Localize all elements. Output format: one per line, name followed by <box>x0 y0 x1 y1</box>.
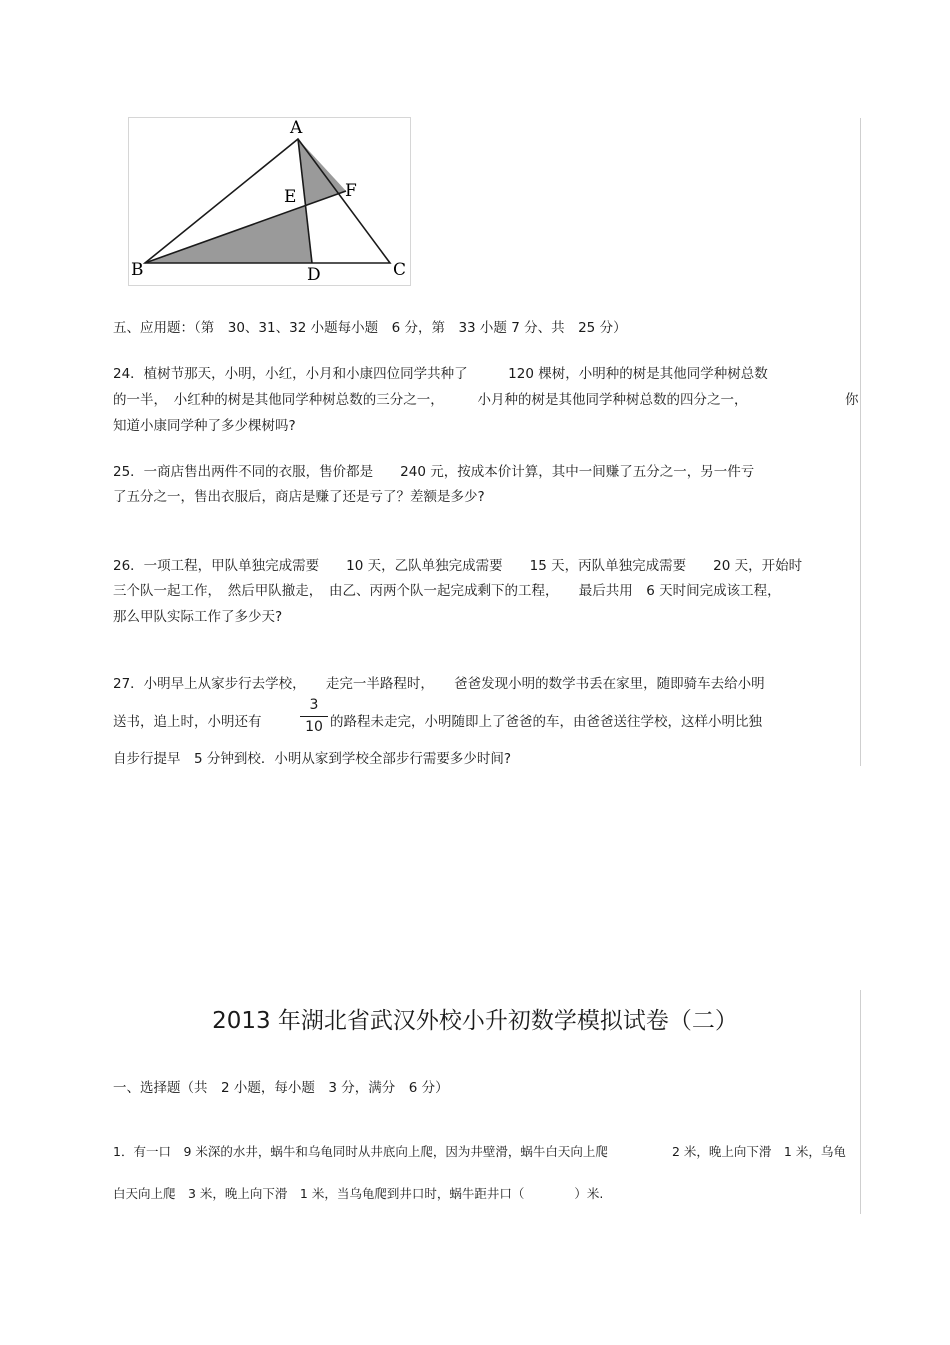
q27-line-3: 自步行提早 5 分钟到校．小明从家到学校全部步行需要多少时间? <box>113 751 512 767</box>
fraction-denominator: 10 <box>305 719 323 735</box>
q26-line-3: 那么甲队实际工作了多少天? <box>113 609 283 625</box>
fraction-three-tenths <box>300 697 328 736</box>
q25-line-1: 25．一商店售出两件不同的衣服，售价都是 240 元，按成本价计算，其中一间赚了五分之一，另一件亏 <box>113 464 755 480</box>
q26-line-2: 三个队一起工作， 然后甲队撤走， 由乙、丙两个队一起完成剩下的工程， 最后共用 6 天时间完成该工程， <box>113 583 781 599</box>
q26-line-1: 26．一项工程，甲队单独完成需要 10 天，乙队单独完成需要 15 天，丙队单独完成需要 20 天，开始时 <box>113 558 803 574</box>
q27-line-1: 27．小明早上从家步行去学校， 走完一半路程时， 爸爸发现小明的数学书丢在家里，随即骑车去给小明 <box>113 676 765 692</box>
q24-line-2: 的一半， 小红种的树是其他同学种树总数的三分之一， 小月种的树是其他同学种树总数的四分之一， <box>113 392 748 408</box>
fraction-bar <box>300 716 328 717</box>
q24-line-2-end: 你 <box>845 392 859 408</box>
vertex-label-d: D <box>307 265 321 285</box>
vertex-label-f: F <box>345 181 357 201</box>
q1-line-2: 白天向上爬 3 米，晚上向下滑 1 米，当乌龟爬到井口时，蜗牛距井口（ ）米. <box>113 1186 604 1201</box>
section-5-heading: 五、应用题：（第 30、31、32 小题每小题 6 分，第 33 小题 7 分、共 25 分） <box>113 320 627 336</box>
q1-line-1-end: 2 米，晚上向下滑 1 米，乌龟 <box>672 1144 846 1159</box>
vertex-label-e: E <box>284 187 297 207</box>
paper-title: 2013 年湖北省武汉外校小升初数学模拟试卷（二） <box>212 1008 738 1034</box>
triangle-figure <box>128 117 412 287</box>
q27-line-2-end: 的路程未走完，小明随即上了爸爸的车，由爸爸送往学校，这样小明比独 <box>330 714 762 730</box>
vertex-label-c: C <box>393 260 407 280</box>
q1-line-1: 1．有一口 9 米深的水井，蜗牛和乌龟同时从井底向上爬，因为井壁滑，蜗牛白天向上爬 <box>113 1144 608 1159</box>
q25-line-2: 了五分之一，售出衣服后，商店是赚了还是亏了？差额是多少? <box>113 489 485 505</box>
q27-line-2-start: 送书，追上时，小明还有 <box>113 714 262 730</box>
section-1-heading: 一、选择题（共 2 小题，每小题 3 分，满分 6 分） <box>113 1080 449 1096</box>
page-border-line <box>860 118 861 766</box>
fraction-numerator: 3 <box>309 697 319 713</box>
vertex-label-a: A <box>290 118 303 138</box>
vertex-label-b: B <box>131 260 144 280</box>
q24-line-1: 24．植树节那天，小明，小红，小月和小康四位同学共种了 120 棵树，小明种的树是其他同学种树总数 <box>113 366 768 382</box>
q24-line-3: 知道小康同学种了多少棵树吗? <box>113 418 296 434</box>
